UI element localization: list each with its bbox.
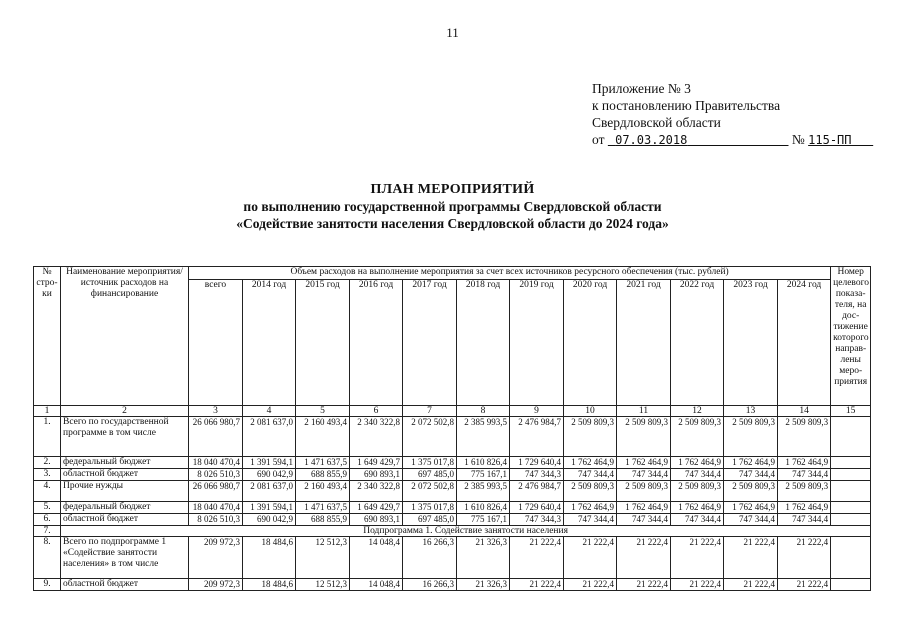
column-number: 14 <box>778 406 831 417</box>
value-cell: 1 729 640,4 <box>510 457 564 469</box>
table-row <box>34 457 871 469</box>
value-cell: 12 512,3 <box>296 537 350 579</box>
table-row <box>34 469 871 481</box>
value-cell: 26 066 980,7 <box>189 417 243 457</box>
value-cell: 21 222,4 <box>778 579 831 591</box>
value-cell: 1 762 464,9 <box>671 457 724 469</box>
appendix-line-3: Свердловской области <box>592 115 721 130</box>
table-row <box>34 417 871 457</box>
value-cell: 747 344,4 <box>671 469 724 481</box>
value-cell: 16 266,3 <box>403 579 457 591</box>
value-cell: 21 222,4 <box>564 537 617 579</box>
value-cell: 209 972,3 <box>189 579 243 591</box>
column-number: 12 <box>671 406 724 417</box>
value-cell: 2 081 637,0 <box>243 417 296 457</box>
value-cell: 1 762 464,9 <box>778 502 831 514</box>
value-cell: 2 509 809,3 <box>724 481 778 502</box>
row-number: 6. <box>34 514 61 526</box>
value-cell: 1 391 594,1 <box>243 502 296 514</box>
row-name: областной бюджет <box>61 579 189 591</box>
header-volume: Объем расходов на выполнение мероприятия за счет всех источников ресурсного обеспечения (тыс. рублей) <box>189 267 831 280</box>
header-year: 2020 год <box>564 280 617 406</box>
header-year: 2019 год <box>510 280 564 406</box>
header-year: 2024 год <box>778 280 831 406</box>
value-cell: 2 476 984,7 <box>510 481 564 502</box>
header-row-no: № стро-ки <box>34 267 61 406</box>
table-row <box>34 579 871 591</box>
value-cell: 2 081 637,0 <box>243 481 296 502</box>
appendix-date-line <box>592 131 873 149</box>
target-cell <box>831 481 871 502</box>
value-cell: 697 485,0 <box>403 469 457 481</box>
row-name: Всего по подпрограмме 1 «Содействие занятости населения» в том числе <box>61 537 189 579</box>
row-name: областной бюджет <box>61 469 189 481</box>
value-cell: 21 222,4 <box>778 537 831 579</box>
date-prefix: от <box>592 132 605 147</box>
value-cell: 2 072 502,8 <box>403 481 457 502</box>
value-cell: 1 471 637,5 <box>296 502 350 514</box>
header-year: 2022 год <box>671 280 724 406</box>
value-cell: 2 160 493,4 <box>296 417 350 457</box>
header-year: 2016 год <box>350 280 403 406</box>
header-year: 2021 год <box>617 280 671 406</box>
column-number: 5 <box>296 406 350 417</box>
value-cell: 697 485,0 <box>403 514 457 526</box>
value-cell: 1 762 464,9 <box>778 457 831 469</box>
title-line-3: «Содействие занятости населения Свердловской области до 2024 года» <box>236 216 669 231</box>
value-cell: 1 610 826,4 <box>457 502 510 514</box>
row-number: 8. <box>34 537 61 579</box>
value-cell: 747 344,4 <box>724 469 778 481</box>
value-cell: 18 484,6 <box>243 537 296 579</box>
value-cell: 209 972,3 <box>189 537 243 579</box>
value-cell: 1 375 017,8 <box>403 457 457 469</box>
value-cell: 21 326,3 <box>457 579 510 591</box>
table-row <box>34 537 871 579</box>
value-cell: 2 160 493,4 <box>296 481 350 502</box>
value-cell: 2 509 809,3 <box>778 417 831 457</box>
column-number: 6 <box>350 406 403 417</box>
value-cell: 747 344,4 <box>564 514 617 526</box>
target-cell <box>831 417 871 457</box>
header-year: 2014 год <box>243 280 296 406</box>
value-cell: 14 048,4 <box>350 537 403 579</box>
value-cell: 1 762 464,9 <box>724 502 778 514</box>
value-cell: 2 509 809,3 <box>778 481 831 502</box>
value-cell: 1 471 637,5 <box>296 457 350 469</box>
resolution-date: 07.03.2018 <box>615 133 688 147</box>
column-number: 3 <box>189 406 243 417</box>
value-cell: 2 340 322,8 <box>350 481 403 502</box>
value-cell: 8 026 510,3 <box>189 514 243 526</box>
column-number: 7 <box>403 406 457 417</box>
row-number: 1. <box>34 417 61 457</box>
number-prefix: № <box>791 132 805 147</box>
value-cell: 1 610 826,4 <box>457 457 510 469</box>
value-cell: 21 326,3 <box>457 537 510 579</box>
header-year: 2018 год <box>457 280 510 406</box>
row-number: 5. <box>34 502 61 514</box>
value-cell: 21 222,4 <box>564 579 617 591</box>
column-number: 2 <box>61 406 189 417</box>
row-number: 3. <box>34 469 61 481</box>
row-name: федеральный бюджет <box>61 457 189 469</box>
target-cell <box>831 457 871 469</box>
resolution-number: 115-ПП <box>808 133 852 147</box>
value-cell: 2 509 809,3 <box>671 481 724 502</box>
target-cell <box>831 579 871 591</box>
appendix-block <box>592 80 873 149</box>
value-cell: 1 649 429,7 <box>350 502 403 514</box>
value-cell: 18 484,6 <box>243 579 296 591</box>
target-cell <box>831 514 871 526</box>
value-cell: 747 344,4 <box>671 514 724 526</box>
value-cell: 2 509 809,3 <box>724 417 778 457</box>
value-cell: 690 042,9 <box>243 514 296 526</box>
value-cell: 1 729 640,4 <box>510 502 564 514</box>
table-row <box>34 514 871 526</box>
row-name: Прочие нужды <box>61 481 189 502</box>
value-cell: 2 476 984,7 <box>510 417 564 457</box>
target-cell <box>831 537 871 579</box>
value-cell: 12 512,3 <box>296 579 350 591</box>
value-cell: 2 072 502,8 <box>403 417 457 457</box>
document-title <box>0 181 905 232</box>
value-cell: 26 066 980,7 <box>189 481 243 502</box>
value-cell: 21 222,4 <box>724 579 778 591</box>
plan-table <box>33 266 871 591</box>
value-cell: 747 344,4 <box>617 514 671 526</box>
value-cell: 1 762 464,9 <box>617 502 671 514</box>
value-cell: 1 762 464,9 <box>617 457 671 469</box>
header-target: Номер целевого показа-теля, на дос-тижение которого направ-лены меро-приятия <box>831 267 871 406</box>
value-cell: 2 509 809,3 <box>617 417 671 457</box>
value-cell: 1 762 464,9 <box>671 502 724 514</box>
column-number: 8 <box>457 406 510 417</box>
value-cell: 21 222,4 <box>510 579 564 591</box>
value-cell: 2 340 322,8 <box>350 417 403 457</box>
column-number: 13 <box>724 406 778 417</box>
value-cell: 775 167,1 <box>457 514 510 526</box>
value-cell: 747 344,3 <box>510 469 564 481</box>
value-cell: 1 762 464,9 <box>564 502 617 514</box>
value-cell: 2 509 809,3 <box>564 481 617 502</box>
row-name: областной бюджет <box>61 514 189 526</box>
table-row <box>34 526 871 537</box>
value-cell: 688 855,9 <box>296 514 350 526</box>
value-cell: 2 509 809,3 <box>564 417 617 457</box>
value-cell: 2 385 993,5 <box>457 417 510 457</box>
column-number: 15 <box>831 406 871 417</box>
header-year: 2023 год <box>724 280 778 406</box>
subprogram-heading: Подпрограмма 1. Содействие занятости населения <box>61 526 871 537</box>
row-number: 2. <box>34 457 61 469</box>
value-cell: 2 509 809,3 <box>671 417 724 457</box>
value-cell: 775 167,1 <box>457 469 510 481</box>
target-cell <box>831 469 871 481</box>
value-cell: 14 048,4 <box>350 579 403 591</box>
row-number: 9. <box>34 579 61 591</box>
appendix-line-2: к постановлению Правительства <box>592 98 781 113</box>
header-year: 2015 год <box>296 280 350 406</box>
table-row <box>34 481 871 502</box>
value-cell: 688 855,9 <box>296 469 350 481</box>
value-cell: 8 026 510,3 <box>189 469 243 481</box>
table-row <box>34 502 871 514</box>
value-cell: 21 222,4 <box>671 579 724 591</box>
column-number: 11 <box>617 406 671 417</box>
value-cell: 690 893,1 <box>350 469 403 481</box>
header-name: Наименование мероприятия/ источник расходов на финансирование <box>61 267 189 406</box>
value-cell: 1 762 464,9 <box>564 457 617 469</box>
column-number: 9 <box>510 406 564 417</box>
value-cell: 21 222,4 <box>617 537 671 579</box>
row-name: федеральный бюджет <box>61 502 189 514</box>
value-cell: 690 893,1 <box>350 514 403 526</box>
column-number: 4 <box>243 406 296 417</box>
value-cell: 18 040 470,4 <box>189 457 243 469</box>
value-cell: 1 649 429,7 <box>350 457 403 469</box>
row-number: 7. <box>34 526 61 537</box>
target-cell <box>831 502 871 514</box>
value-cell: 21 222,4 <box>724 537 778 579</box>
value-cell: 747 344,4 <box>724 514 778 526</box>
value-cell: 747 344,4 <box>564 469 617 481</box>
value-cell: 21 222,4 <box>671 537 724 579</box>
value-cell: 21 222,4 <box>510 537 564 579</box>
value-cell: 747 344,3 <box>510 514 564 526</box>
page-number: 11 <box>446 25 459 40</box>
value-cell: 747 344,4 <box>617 469 671 481</box>
value-cell: 16 266,3 <box>403 537 457 579</box>
row-number: 4. <box>34 481 61 502</box>
appendix-line-1: Приложение № 3 <box>592 81 691 96</box>
value-cell: 2 509 809,3 <box>617 481 671 502</box>
header-year: всего <box>189 280 243 406</box>
title-line-1: ПЛАН МЕРОПРИЯТИЙ <box>370 182 535 197</box>
value-cell: 1 762 464,9 <box>724 457 778 469</box>
column-number: 10 <box>564 406 617 417</box>
value-cell: 690 042,9 <box>243 469 296 481</box>
value-cell: 18 040 470,4 <box>189 502 243 514</box>
value-cell: 21 222,4 <box>617 579 671 591</box>
column-number: 1 <box>34 406 61 417</box>
title-line-2: по выполнению государственной программы Свердловской области <box>243 199 662 214</box>
column-number-row <box>34 406 871 417</box>
value-cell: 1 391 594,1 <box>243 457 296 469</box>
row-name: Всего по государственной программе в том числе <box>61 417 189 457</box>
header-year: 2017 год <box>403 280 457 406</box>
value-cell: 2 385 993,5 <box>457 481 510 502</box>
value-cell: 747 344,4 <box>778 469 831 481</box>
value-cell: 747 344,4 <box>778 514 831 526</box>
value-cell: 1 375 017,8 <box>403 502 457 514</box>
